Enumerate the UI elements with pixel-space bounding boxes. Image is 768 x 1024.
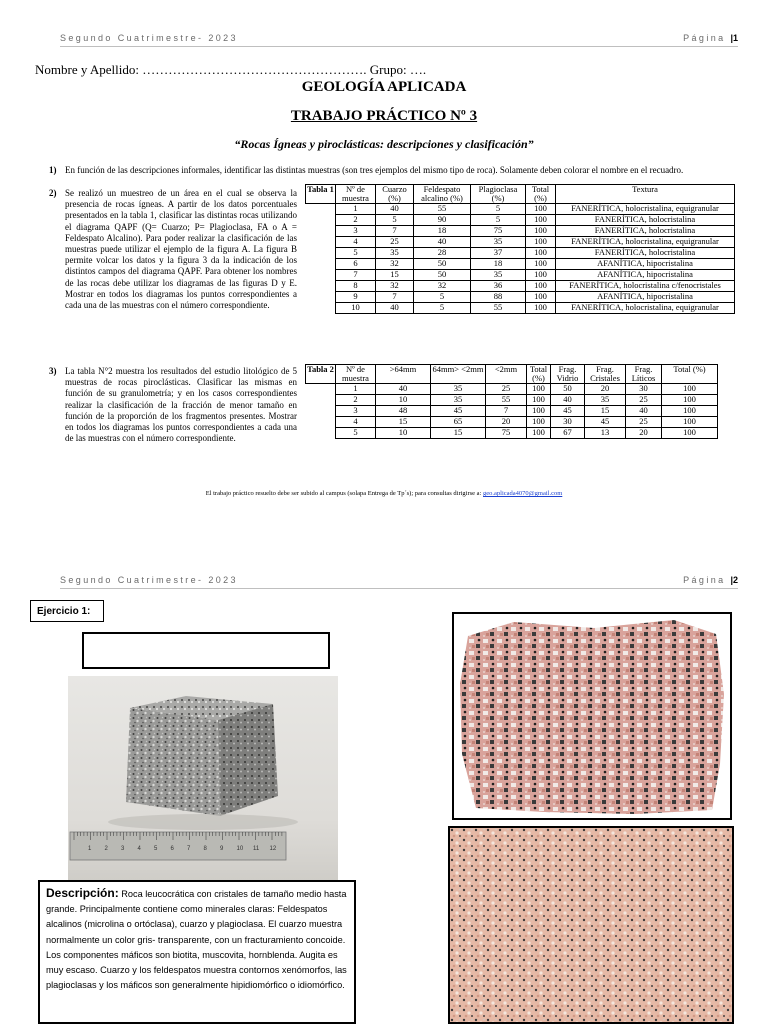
- table-cell: 100: [526, 204, 556, 215]
- table-cell: 36: [471, 281, 526, 292]
- table-cell: 2: [336, 395, 376, 406]
- table-name-spacer: [306, 303, 336, 314]
- table-cell: 100: [526, 237, 556, 248]
- table-cell: 3: [336, 226, 376, 237]
- table-row: [306, 248, 735, 259]
- table-cell: 18: [471, 259, 526, 270]
- table-cell: 25: [626, 395, 662, 406]
- ruler-number: 5: [154, 846, 158, 852]
- name-group-line: Nombre y Apellido: ……………………………………………. Grupo: ….: [35, 62, 427, 77]
- table-cell: 20: [486, 417, 527, 428]
- table-cell: 100: [662, 428, 718, 439]
- rock-description-box: [38, 880, 356, 1024]
- table-cell: 100: [526, 226, 556, 237]
- item-text: En función de las descripciones informales, identificar las distintas muestras (son tres ejemplos del mismo tipo de roca). Solamente deben colorar el nombre en el recuadro.: [65, 165, 684, 175]
- ruler-number: 4: [137, 846, 141, 852]
- table-row: [306, 237, 735, 248]
- table-row: [306, 384, 718, 395]
- table-cell: 100: [662, 384, 718, 395]
- table-cell: FANERÍTICA, holocristalina, equigranular: [556, 303, 735, 314]
- table-cell: 45: [551, 406, 585, 417]
- ruler: [70, 832, 286, 860]
- table-name: Tabla 1: [306, 185, 336, 204]
- table-cell: FANERÍTICA, holocristalina, equigranular: [556, 204, 735, 215]
- table-cell: 7: [336, 270, 376, 281]
- pink-granite-closeup-photo: [448, 826, 734, 1024]
- table-cell: 20: [585, 384, 626, 395]
- table-cell: 40: [551, 395, 585, 406]
- table-name-spacer: [306, 226, 336, 237]
- table-name-spacer: [306, 395, 336, 406]
- table-cell: 32: [376, 281, 414, 292]
- rock-name-answer-box[interactable]: [82, 632, 330, 669]
- instruction-item-2: [49, 188, 297, 311]
- table-cell: 65: [431, 417, 486, 428]
- table-cell: 2: [336, 215, 376, 226]
- instruction-item-3: [49, 366, 297, 444]
- table-cell: 9: [336, 292, 376, 303]
- page-2: [0, 568, 768, 1024]
- column-header: Nº de muestra: [336, 365, 376, 384]
- practical-work-subtitle: “Rocas Ígneas y piroclásticas: descripciones y clasificación”: [234, 137, 534, 151]
- table-cell: 100: [527, 428, 551, 439]
- ruler-number: 2: [104, 846, 108, 852]
- table-cell: 15: [376, 417, 431, 428]
- table-cell: 50: [414, 270, 471, 281]
- table-cell: 32: [414, 281, 471, 292]
- table-cell: AFANÍTICA, hipocristalina: [556, 270, 735, 281]
- pink-granite-sample-photo: [452, 612, 732, 820]
- table-cell: 25: [486, 384, 527, 395]
- table-row: [306, 395, 718, 406]
- table-cell: 35: [471, 270, 526, 281]
- contact-email-link[interactable]: geo.aplicada4070@gmail.com: [483, 490, 563, 497]
- table-cell: 40: [414, 237, 471, 248]
- table-cell: 100: [526, 215, 556, 226]
- table-cell: 5: [376, 215, 414, 226]
- table-cell: 35: [471, 237, 526, 248]
- table-cell: 15: [376, 270, 414, 281]
- table-cell: 50: [551, 384, 585, 395]
- table-row: [306, 303, 735, 314]
- table-cell: 48: [376, 406, 431, 417]
- header-page-number: Página |2: [683, 575, 738, 585]
- running-header: [60, 31, 738, 47]
- table-cell: 100: [527, 406, 551, 417]
- table-name-spacer: [306, 384, 336, 395]
- table-cell: 35: [585, 395, 626, 406]
- table-name-spacer: [306, 248, 336, 259]
- column-header: Frag. Líticos: [626, 365, 662, 384]
- column-header: Cuarzo (%): [376, 185, 414, 204]
- table-cell: 100: [526, 303, 556, 314]
- ruler-number: 11: [253, 846, 260, 852]
- table-name-spacer: [306, 215, 336, 226]
- ruler-number: 6: [170, 846, 174, 852]
- table-cell: 100: [662, 417, 718, 428]
- item-text: La tabla N°2 muestra los resultados del estudio litológico de 5 muestras de rocas piroclásticas. Clasificar las mismas en función de su granulometría; y en los casos correspondientes realizar la clasificación de la fracción de menor tamaño en función de la proporción de los fragmentos presentes. Mostrar en todos los diagramas los puntos correspondientes a cada una de las muestras con el número correspondiente.: [65, 366, 297, 444]
- table-cell: FANERÍTICA, holocristalina c/fenocristales: [556, 281, 735, 292]
- table-name-spacer: [306, 237, 336, 248]
- table-cell: 100: [526, 292, 556, 303]
- column-header: Frag. Vidrio: [551, 365, 585, 384]
- subject-title: GEOLOGÍA APLICADA: [301, 79, 467, 95]
- table-cell: 7: [376, 292, 414, 303]
- table-cell: 55: [414, 204, 471, 215]
- table-cell: 20: [626, 428, 662, 439]
- igneous-samples-table: [305, 184, 735, 314]
- table-cell: 15: [431, 428, 486, 439]
- description-text: Roca leucocrática con cristales de tamaño medio hasta grande. Principalmente contiene como minerales claras: Feldespatos alcalinos (microlina o ortóclasa), cuarzo y plagioclasa. El cuarzo muestra normalmente un color gris- transparente, con un fracturamiento concoide. Los componentes máficos son biotita, muscovita, hornblenda. Augita es muy escaso. Cuarzo y los feldespatos muestra contornos xenómorfos, las plagioclasas y los máficos son generalmente hipidiomórfico o idiomórfico.: [46, 889, 347, 991]
- column-header: Nº de muestra: [336, 185, 376, 204]
- table-cell: 67: [551, 428, 585, 439]
- ruler-number: 1: [88, 846, 92, 852]
- table-cell: 75: [471, 226, 526, 237]
- pyroclastic-samples-table: [305, 364, 718, 439]
- table-cell: 100: [527, 384, 551, 395]
- table-cell: 100: [526, 281, 556, 292]
- table-cell: 40: [626, 406, 662, 417]
- column-header: Total (%): [526, 185, 556, 204]
- table-cell: 10: [376, 395, 431, 406]
- ruler-number: 7: [187, 846, 191, 852]
- table-cell: 100: [662, 406, 718, 417]
- table-cell: 30: [626, 384, 662, 395]
- table-cell: 75: [486, 428, 527, 439]
- table-cell: 55: [486, 395, 527, 406]
- table-cell: 90: [414, 215, 471, 226]
- header-semester: Segundo Cuatrimestre- 2023: [60, 575, 238, 585]
- column-header: <2mm: [486, 365, 527, 384]
- table-cell: 35: [431, 384, 486, 395]
- table-cell: FANERÍTICA, holocristalina: [556, 215, 735, 226]
- submission-footnote: [0, 490, 768, 497]
- column-header: 64mm> <2mm: [431, 365, 486, 384]
- table-cell: 1: [336, 204, 376, 215]
- table-cell: 25: [626, 417, 662, 428]
- table-cell: 100: [526, 248, 556, 259]
- table-cell: 18: [414, 226, 471, 237]
- header-semester: Segundo Cuatrimestre- 2023: [60, 33, 238, 43]
- table-cell: 13: [585, 428, 626, 439]
- ruler-number: 8: [203, 846, 207, 852]
- table-body: [306, 384, 718, 439]
- table-cell: 5: [336, 428, 376, 439]
- table-cell: 100: [527, 417, 551, 428]
- table-cell: 100: [526, 270, 556, 281]
- table-cell: 15: [585, 406, 626, 417]
- table-cell: 5: [336, 248, 376, 259]
- page-separator: [0, 560, 768, 568]
- table-cell: FANERÍTICA, holocristalina: [556, 248, 735, 259]
- table-cell: AFANÍTICA, hipocristalina: [556, 292, 735, 303]
- table-cell: 35: [376, 248, 414, 259]
- table-cell: 4: [336, 237, 376, 248]
- table-cell: AFANÍTICA, hipocristalina: [556, 259, 735, 270]
- table-name-spacer: [306, 406, 336, 417]
- header-page-number: Página |1: [683, 33, 738, 43]
- table-row: [306, 417, 718, 428]
- ruler-number: 10: [236, 846, 244, 852]
- running-header: [60, 573, 738, 589]
- table-cell: 7: [376, 226, 414, 237]
- table-cell: 5: [471, 204, 526, 215]
- table-row: [306, 215, 735, 226]
- column-header: Textura: [556, 185, 735, 204]
- table-cell: 28: [414, 248, 471, 259]
- table-cell: 40: [376, 384, 431, 395]
- table-cell: 40: [376, 303, 414, 314]
- table-name-spacer: [306, 204, 336, 215]
- table-row: [306, 226, 735, 237]
- table-name: Tabla 2: [306, 365, 336, 384]
- table-row: [306, 270, 735, 281]
- column-header: Total (%): [662, 365, 718, 384]
- column-header: >64mm: [376, 365, 431, 384]
- table-row: [306, 204, 735, 215]
- footnote-text: El trabajo práctico resuelto debe ser subido al campus (solapa Entrega de Tp´s); para consultas dirigirse a:: [205, 490, 484, 497]
- table-row: [306, 428, 718, 439]
- ruler-number: 12: [269, 846, 277, 852]
- table-cell: 30: [551, 417, 585, 428]
- table-cell: 5: [414, 303, 471, 314]
- table-cell: 3: [336, 406, 376, 417]
- table-name-spacer: [306, 292, 336, 303]
- table-cell: 10: [376, 428, 431, 439]
- table-cell: 6: [336, 259, 376, 270]
- column-header: Feldespato alcalino (%): [414, 185, 471, 204]
- table-header-row: [306, 185, 735, 204]
- table-cell: FANERÍTICA, holocristalina, equigranular: [556, 237, 735, 248]
- item-number: 1): [49, 165, 57, 175]
- table-cell: 32: [376, 259, 414, 270]
- item-text: Se realizó un muestreo de un área en el cual se observa la presencia de rocas ígneas. A partir de los datos porcentuales presentados en la tabla 1, clasificar las distintas rocas utilizando el diagrama QAPF (Q= Cuarzo; P= Plagioclasa, FA o A = Feldespato Alcalino). Para poder realizar la clasificación de las muestras puede utilizar el ejemplo de la figura A. La figura B permite volcar los datos y la figura 3 da la indicación de los distintos campos del diagrama QAPF. Para obtener los nombres de las rocas debe utilizar los diagramas de las figuras D y E. Mostrar en todos los diagramas los puntos correspondientes a cada una de las muestras con el número correspondiente.: [65, 188, 297, 311]
- column-header: Total (%): [527, 365, 551, 384]
- table-body: [306, 204, 735, 314]
- ruler-number: 3: [121, 846, 125, 852]
- item-number: 2): [49, 188, 57, 198]
- table-cell: 4: [336, 417, 376, 428]
- instruction-item-1: [49, 165, 735, 176]
- table-cell: 5: [414, 292, 471, 303]
- table-cell: 45: [431, 406, 486, 417]
- description-label: Descripción:: [46, 886, 119, 900]
- table-cell: 35: [431, 395, 486, 406]
- table-cell: 1: [336, 384, 376, 395]
- table-cell: 45: [585, 417, 626, 428]
- table-cell: 100: [662, 395, 718, 406]
- column-header: Plagioclasa (%): [471, 185, 526, 204]
- ruler-number: 9: [220, 846, 224, 852]
- table-cell: FANERÍTICA, holocristalina: [556, 226, 735, 237]
- column-header: Frag. Cristales: [585, 365, 626, 384]
- table-name-spacer: [306, 428, 336, 439]
- table-cell: 10: [336, 303, 376, 314]
- table-name-spacer: [306, 259, 336, 270]
- table-cell: 5: [471, 215, 526, 226]
- table-cell: 55: [471, 303, 526, 314]
- table-cell: 88: [471, 292, 526, 303]
- table-cell: 37: [471, 248, 526, 259]
- table-cell: 50: [414, 259, 471, 270]
- practical-work-title: TRABAJO PRÁCTICO Nº 3: [290, 108, 478, 124]
- table-cell: 25: [376, 237, 414, 248]
- table-cell: 100: [527, 395, 551, 406]
- table-cell: 40: [376, 204, 414, 215]
- table-name-spacer: [306, 417, 336, 428]
- table-row: [306, 281, 735, 292]
- table-name-spacer: [306, 270, 336, 281]
- table-row: [306, 292, 735, 303]
- table-cell: 7: [486, 406, 527, 417]
- gray-granite-block-photo: [68, 676, 338, 880]
- table-header-row: [306, 365, 718, 384]
- table-name-spacer: [306, 281, 336, 292]
- table-row: [306, 406, 718, 417]
- table-cell: 8: [336, 281, 376, 292]
- item-number: 3): [49, 366, 57, 376]
- exercise-label: Ejercicio 1:: [30, 600, 104, 622]
- table-row: [306, 259, 735, 270]
- table-cell: 100: [526, 259, 556, 270]
